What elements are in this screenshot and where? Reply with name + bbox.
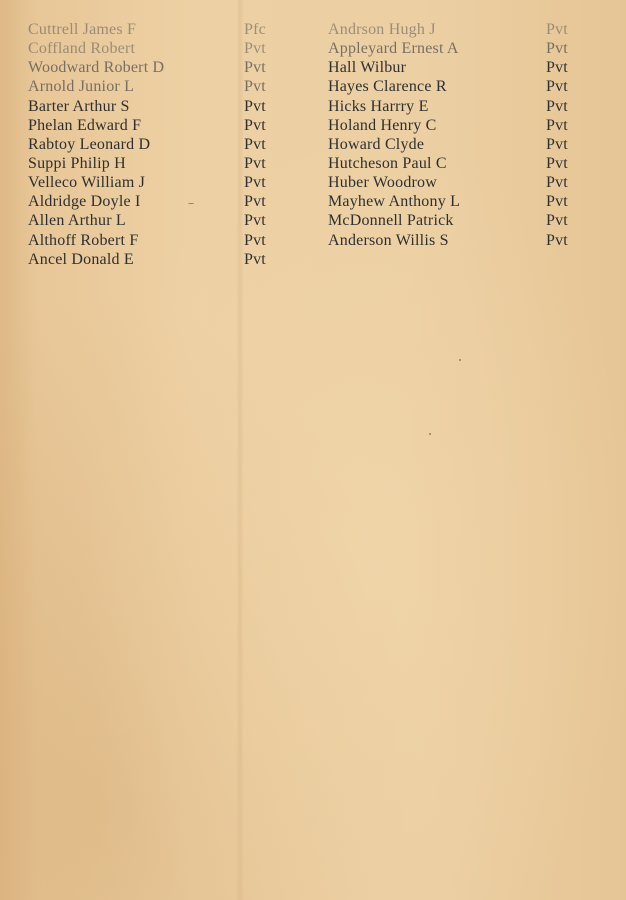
paper-speck bbox=[188, 203, 194, 204]
soldier-rank: Pvt bbox=[244, 231, 266, 249]
soldier-rank: Pvt bbox=[244, 154, 266, 172]
soldier-rank: Pvt bbox=[546, 193, 568, 211]
soldier-name: Rabtoy Leonard D bbox=[28, 135, 151, 153]
soldier-name: Huber Woodrow bbox=[328, 174, 437, 192]
soldier-rank: Pvt bbox=[244, 250, 266, 268]
soldier-name: Anderson Willis S bbox=[328, 231, 449, 249]
soldier-rank: Pvt bbox=[546, 78, 568, 96]
soldier-rank: Pvt bbox=[244, 212, 266, 230]
soldier-rank: Pvt bbox=[546, 21, 568, 38]
soldier-name: Hutcheson Paul C bbox=[328, 154, 447, 172]
paper-fold bbox=[236, 0, 244, 900]
soldier-name: Althoff Robert F bbox=[28, 231, 139, 249]
soldier-name: Hall Wilbur bbox=[328, 59, 407, 77]
soldier-rank: Pvt bbox=[546, 40, 568, 58]
soldier-rank: Pvt bbox=[244, 135, 266, 153]
soldier-name: Ancel Donald E bbox=[28, 250, 134, 268]
soldier-rank: Pvt bbox=[244, 40, 266, 58]
soldier-rank: Pvt bbox=[546, 231, 568, 249]
soldier-name: Cuttrell James F bbox=[28, 21, 137, 38]
soldier-rank: Pvt bbox=[244, 59, 266, 77]
soldier-rank: Pvt bbox=[546, 97, 568, 115]
soldier-name: McDonnell Patrick bbox=[328, 212, 454, 230]
soldier-rank: Pvt bbox=[546, 135, 568, 153]
soldier-rank: Pvt bbox=[244, 78, 266, 96]
paper-speck bbox=[429, 433, 431, 435]
soldier-name: Andrson Hugh J bbox=[328, 21, 436, 38]
soldier-name: Coffland Robert bbox=[28, 40, 136, 58]
soldier-name: Appleyard Ernest A bbox=[328, 40, 459, 58]
soldier-name: Woodward Robert D bbox=[28, 59, 165, 77]
soldier-name: Velleco William J bbox=[28, 174, 146, 192]
soldier-rank: Pfc bbox=[244, 21, 266, 38]
soldier-rank: Pvt bbox=[546, 116, 568, 134]
soldier-rank: Pvt bbox=[546, 59, 568, 77]
soldier-name: Allen Arthur L bbox=[28, 212, 126, 230]
soldier-name: Howard Clyde bbox=[328, 135, 425, 153]
soldier-rank: Pvt bbox=[546, 174, 568, 192]
soldier-rank: Pvt bbox=[244, 97, 266, 115]
soldier-name: Hicks Harrry E bbox=[328, 97, 429, 115]
soldier-name: Holand Henry C bbox=[328, 116, 437, 134]
paper-speck bbox=[459, 359, 461, 361]
soldier-name: Aldridge Doyle I bbox=[28, 193, 141, 211]
soldier-name: Suppi Philip H bbox=[28, 154, 126, 172]
soldier-rank: Pvt bbox=[244, 174, 266, 192]
soldier-name: Arnold Junior L bbox=[28, 78, 135, 96]
soldier-name: Mayhew Anthony L bbox=[328, 193, 461, 211]
soldier-name: Barter Arthur S bbox=[28, 97, 130, 115]
soldier-rank: Pvt bbox=[244, 193, 266, 211]
soldier-rank: Pvt bbox=[244, 116, 266, 134]
soldier-name: Hayes Clarence R bbox=[328, 78, 447, 96]
soldier-name: Phelan Edward F bbox=[28, 116, 142, 134]
soldier-rank: Pvt bbox=[546, 154, 568, 172]
soldier-rank: Pvt bbox=[546, 212, 568, 230]
